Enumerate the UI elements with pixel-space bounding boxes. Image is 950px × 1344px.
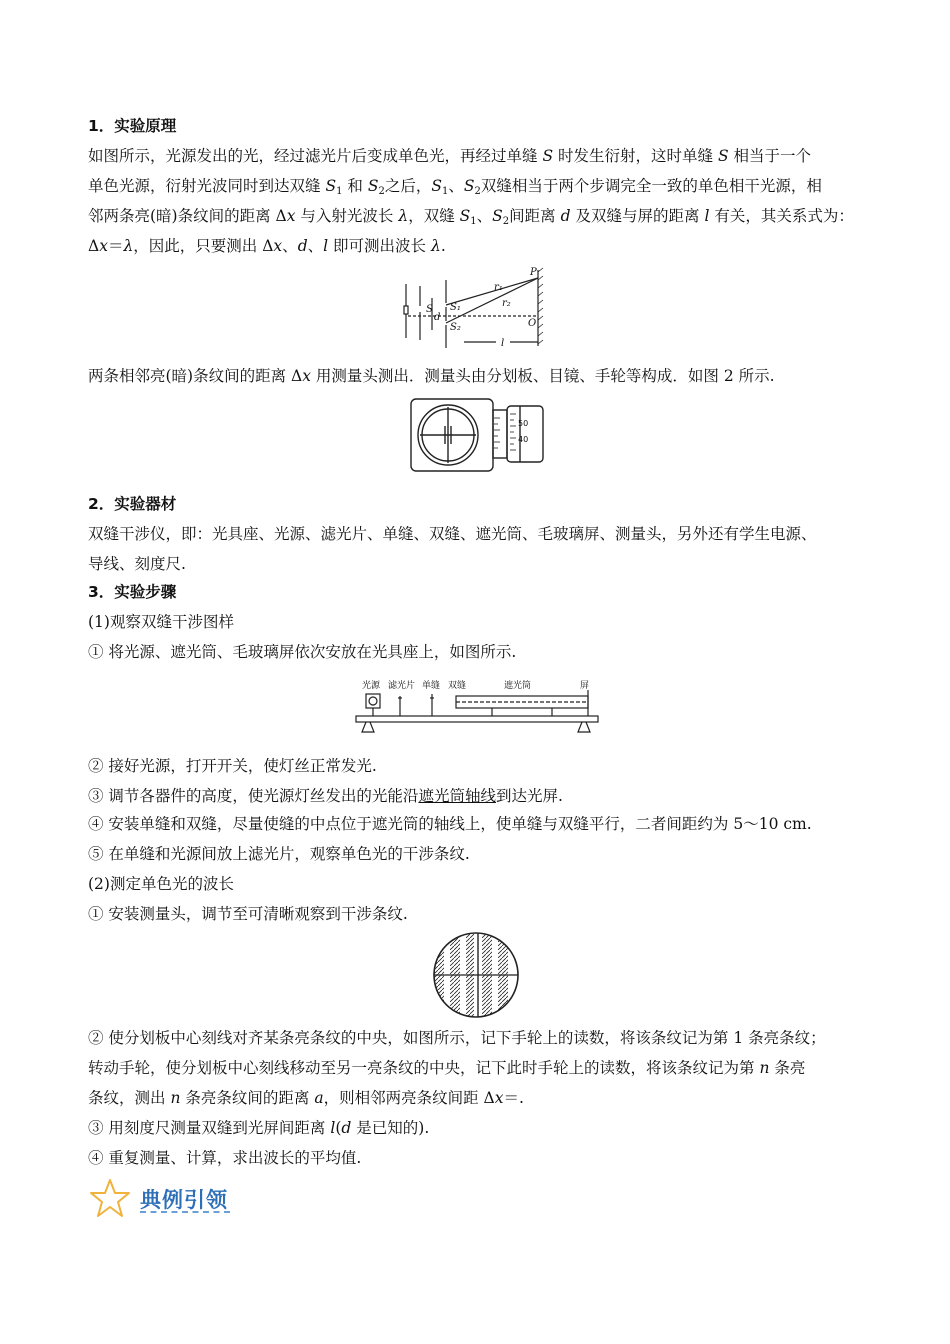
step-item: ② 接好光源，打开开关，使灯丝正常发光. — [88, 757, 377, 775]
paragraph-line: 单色光源，衍射光波同时到达双缝 $S_1$ 和 $S_2$之后，$S_1$、$S_2$双缝相当于两个步调完全一致的单色相干光源，相 — [88, 177, 822, 197]
step-item: 条纹，测出 n 条亮条纹间的距离 a，则相邻两亮条纹间距 Δx＝. — [88, 1089, 524, 1107]
paragraph-line: 如图所示，光源发出的光，经过滤光片后变成单色光，再经过单缝 S 时发生衍射，这时单缝 S 相当于一个 — [88, 147, 812, 165]
interference-fringes-figure — [430, 930, 522, 1020]
subsection-title: (2)测定单色光的波长 — [88, 875, 234, 893]
step-item: ① 将光源、遮光筒、毛玻璃屏依次安放在光具座上，如图所示. — [88, 643, 517, 661]
step-item: ③ 调节各器件的高度，使光源灯丝发出的光能沿遮光筒轴线到达光屏. — [88, 787, 563, 805]
banner-underline — [140, 1211, 230, 1213]
optical-bench-figure — [352, 674, 602, 736]
section-2-title: 2．实验器材 — [88, 495, 177, 513]
banner-title: 典例引领 — [140, 1188, 228, 1212]
ray-r1-label: r₁ — [494, 282, 503, 293]
label-double-slit: 双缝 — [448, 681, 467, 691]
slit-s2-label: S₂ — [450, 322, 461, 333]
step-item: ④ 重复测量、计算，求出波长的平均值. — [88, 1149, 362, 1167]
example-banner — [88, 1178, 248, 1218]
step-item: ① 安装测量头，调节至可清晰观察到干涉条纹. — [88, 905, 408, 923]
label-tube: 遮光筒 — [504, 681, 532, 691]
section-1-title: 1．实验原理 — [88, 117, 177, 135]
section-3-title: 3．实验步骤 — [88, 583, 177, 601]
slit-s-label: S — [426, 304, 433, 315]
underlined-term: 遮光筒轴线 — [418, 787, 496, 805]
scale-tick-50: 50 — [518, 419, 529, 428]
paragraph-line: 邻两条亮(暗)条纹间的距离 Δx 与入射光波长 λ，双缝 $S_1$、$S_2$间距离 d 及双缝与屏的距离 l 有关，其关系式为： — [88, 207, 854, 227]
step-item: ② 使分划板中心刻线对齐某条亮条纹的中央，如图所示，记下手轮上的读数，将该条纹记为第 1 条亮条纹； — [88, 1029, 826, 1047]
point-p-label: P — [530, 267, 537, 278]
label-light-source: 光源 — [362, 681, 381, 691]
point-o-label: O — [528, 318, 537, 329]
label-single-slit: 单缝 — [422, 681, 441, 691]
distance-d-label: d — [434, 312, 441, 323]
slit-s1-label: S₁ — [450, 302, 461, 313]
double-slit-geometry-figure — [398, 266, 548, 352]
step-item: ③ 用刻度尺测量双缝到光屏间距离 l(d 是已知的). — [88, 1119, 430, 1137]
paragraph-line: 导线、刻度尺. — [88, 555, 186, 573]
distance-l-label: l — [501, 338, 505, 349]
scale-tick-40: 40 — [518, 435, 529, 444]
ray-r2-label: r₂ — [502, 298, 511, 309]
label-screen: 屏 — [580, 681, 590, 691]
star-icon — [88, 1178, 132, 1218]
paragraph-line: 两条相邻亮(暗)条纹间的距离 Δx 用测量头测出．测量头由分划板、目镜、手轮等构成．如图 2 所示. — [88, 367, 775, 385]
subsection-title: (1)观察双缝干涉图样 — [88, 613, 234, 631]
step-item: ④ 安装单缝和双缝，尽量使缝的中点位于遮光筒的轴线上，使单缝与双缝平行，二者间距约为 5～10 cm. — [88, 815, 812, 833]
step-item: 转动手轮，使分划板中心刻线移动至另一亮条纹的中央，记下此时手轮上的读数，将该条纹记为第 n 条亮 — [88, 1059, 806, 1077]
paragraph-line: 双缝干涉仪，即：光具座、光源、滤光片、单缝、双缝、遮光筒、毛玻璃屏、测量头，另外还有学生电源、 — [88, 525, 817, 543]
measuring-head-figure — [408, 396, 548, 474]
paragraph-line: Δx＝λ，因此，只要测出 Δx、d、l 即可测出波长 λ. — [88, 237, 446, 255]
step-item: ⑤ 在单缝和光源间放上滤光片，观察单色光的干涉条纹. — [88, 845, 470, 863]
label-filter: 滤光片 — [388, 681, 416, 691]
